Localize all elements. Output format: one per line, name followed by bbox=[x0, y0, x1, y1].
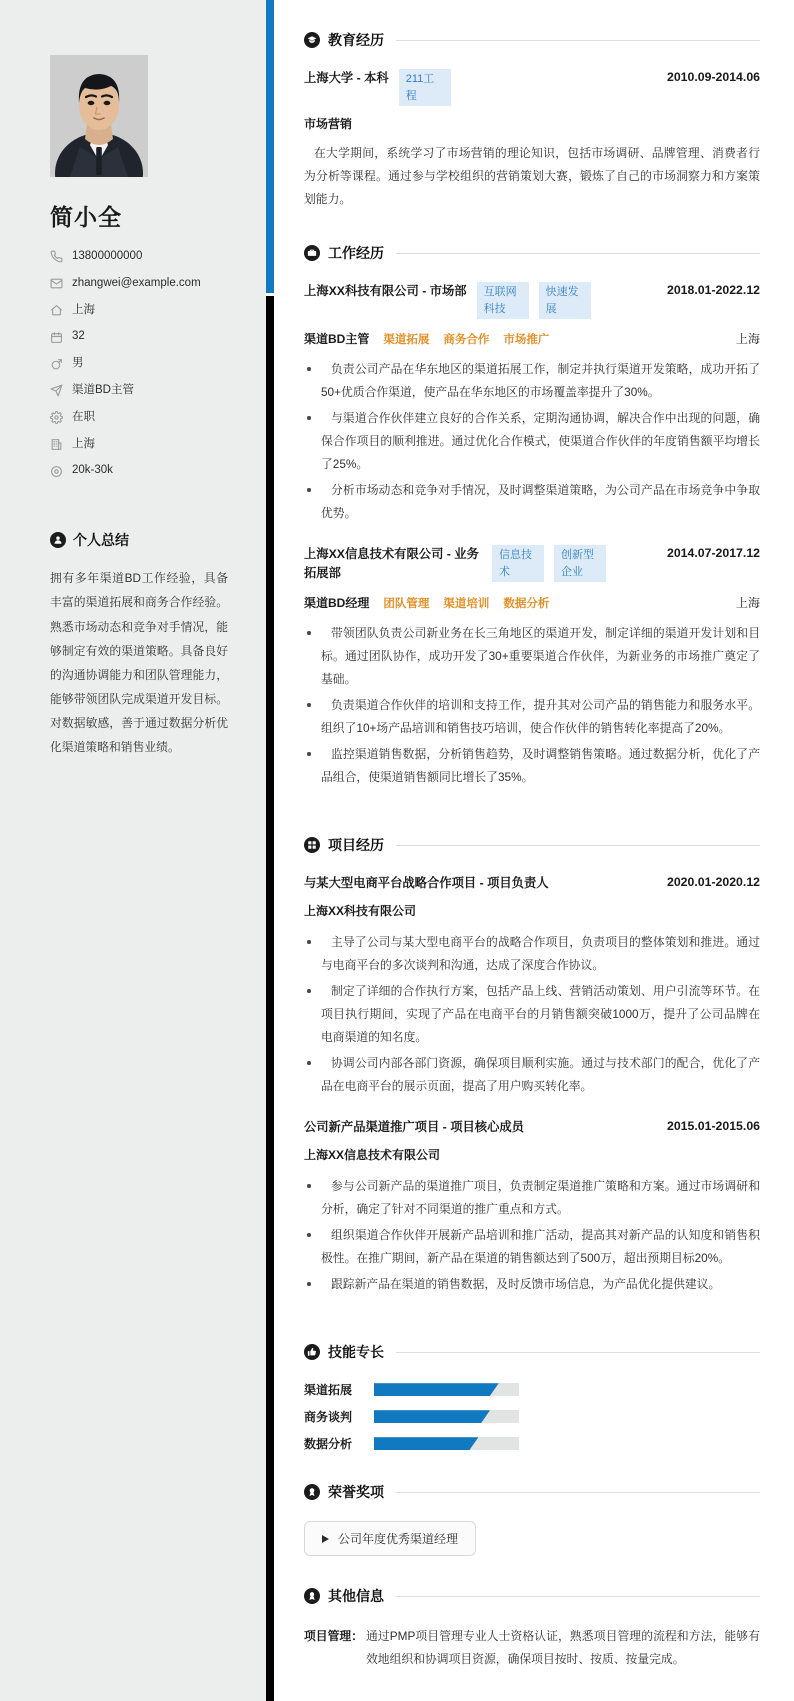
project-name: 与某大型电商平台战略合作项目 - 项目负责人 bbox=[304, 876, 549, 891]
avatar-photo bbox=[50, 55, 148, 177]
contact-position bbox=[50, 384, 238, 398]
play-triangle-icon bbox=[322, 1535, 329, 1543]
other-info-text: 通过PMP项目管理专业人士资格认证，熟悉项目管理的流程和方法，能够有效地组织和协调项目资源，确保项目按时、按质、按量完成。 bbox=[366, 1629, 760, 1667]
work-entry-left bbox=[304, 282, 657, 319]
work-skill-tag: 商务合作 bbox=[443, 333, 490, 346]
building-icon bbox=[50, 438, 63, 451]
skills-section bbox=[304, 1342, 760, 1452]
skill-progress-fill bbox=[374, 1437, 478, 1450]
envelope-icon bbox=[50, 277, 63, 290]
work-section-title: 工作经历 bbox=[328, 245, 384, 261]
contact-email-value: zhangwei@example.com bbox=[72, 276, 201, 289]
project-date: 2015.01-2015.06 bbox=[667, 1119, 760, 1134]
paper-plane-icon bbox=[50, 384, 63, 397]
other-info-section bbox=[304, 1586, 760, 1671]
skill-name: 渠道拓展 bbox=[304, 1383, 353, 1398]
project-bullet: 跟踪新产品在渠道的销售数据，及时反馈市场信息，为产品优化提供建议。 bbox=[304, 1273, 760, 1296]
work-date: 2018.01-2022.12 bbox=[667, 283, 760, 297]
briefcase-icon bbox=[304, 245, 320, 261]
info-icon bbox=[304, 1588, 320, 1604]
grid-icon bbox=[304, 837, 320, 853]
contact-gender-value: 男 bbox=[72, 357, 84, 370]
section-divider bbox=[396, 40, 760, 41]
skill-item bbox=[304, 1435, 519, 1452]
main-content bbox=[266, 0, 794, 1701]
contact-phone bbox=[50, 250, 238, 264]
work-role: 渠道BD主管 bbox=[304, 332, 370, 346]
project-bullet: 组织渠道合作伙伴开展新产品培训和推广活动，提高其对新产品的认知度和销售积极性。在推广期间，新产品在渠道的销售额达到了500万，超出预期目标20%。 bbox=[304, 1224, 760, 1270]
education-school: 上海大学 - 本科 bbox=[304, 71, 389, 85]
section-divider bbox=[396, 253, 760, 254]
work-skill-tag: 市场推广 bbox=[503, 333, 550, 346]
work-bullets bbox=[304, 622, 760, 789]
honor-item[interactable] bbox=[304, 1521, 476, 1556]
section-divider bbox=[396, 1596, 760, 1597]
skill-progress-fill bbox=[374, 1383, 499, 1396]
personal-summary-section bbox=[50, 530, 238, 759]
education-section-title: 教育经历 bbox=[328, 32, 384, 48]
honor-label: 公司年度优秀渠道经理 bbox=[338, 1532, 459, 1547]
work-bullet: 与渠道合作伙伴建立良好的合作关系，定期沟通协调，解决合作中出现的问题，确保合作项目的顺利推进。通过优化合作模式，使渠道合作伙伴的年度销售额平均增长了25%。 bbox=[304, 407, 760, 476]
contact-gender bbox=[50, 357, 238, 371]
user-icon bbox=[50, 532, 66, 548]
avatar bbox=[50, 55, 148, 177]
work-company: 上海XX信息技术有限公司 - 业务拓展部 bbox=[304, 547, 479, 581]
contact-salary-value: 20k-30k bbox=[72, 464, 113, 477]
work-location: 上海 bbox=[735, 332, 760, 346]
skill-item bbox=[304, 1408, 519, 1425]
contact-status bbox=[50, 411, 238, 425]
work-bullet: 带领团队负责公司新业务在长三角地区的渠道开发，制定详细的渠道开发计划和目标。通过团队协作，成功开发了30+重要渠道合作伙伴，为新业务的市场推广奠定了基础。 bbox=[304, 622, 760, 691]
honors-section-header bbox=[304, 1482, 760, 1502]
education-date: 2010.09-2014.06 bbox=[667, 70, 760, 84]
work-bullet: 监控渠道销售数据，分析销售趋势，及时调整销售策略。通过数据分析，优化了产品组合，使渠道销售额同比增长了35%。 bbox=[304, 743, 760, 789]
skill-progress-track bbox=[374, 1410, 519, 1423]
other-info-label: 项目管理： bbox=[304, 1629, 363, 1644]
work-role-left bbox=[304, 330, 549, 347]
graduation-cap-icon bbox=[304, 32, 320, 48]
work-tag: 快速发展 bbox=[539, 282, 591, 319]
contact-list bbox=[50, 250, 238, 478]
skill-progress-fill bbox=[374, 1410, 490, 1423]
projects-section-title: 项目经历 bbox=[328, 837, 384, 854]
work-role: 渠道BD经理 bbox=[304, 596, 370, 611]
work-section-header bbox=[304, 243, 760, 263]
accent-strip-black bbox=[266, 296, 274, 1701]
skill-name: 数据分析 bbox=[304, 1437, 353, 1452]
contact-email bbox=[50, 277, 238, 291]
work-entry-left bbox=[304, 545, 657, 583]
skill-item bbox=[304, 1381, 519, 1398]
section-divider bbox=[396, 845, 760, 846]
education-description: 在大学期间，系统学习了市场营销的理论知识，包括市场调研、品牌管理、消费者行为分析等课程。通过参与学校组织的营销策划大赛，锻炼了自己的市场洞察力和方案策划能力。 bbox=[304, 146, 760, 206]
education-entry-left bbox=[304, 69, 657, 106]
sidebar bbox=[0, 0, 266, 1701]
skills-grid bbox=[304, 1381, 760, 1452]
coin-icon bbox=[50, 465, 63, 478]
skill-progress-track bbox=[374, 1437, 519, 1450]
education-tag: 211工程 bbox=[399, 69, 451, 106]
work-bullet: 分析市场动态和竞争对手情况，及时调整渠道策略，为公司产品在市场竞争中争取优势。 bbox=[304, 479, 760, 525]
home-icon bbox=[50, 304, 63, 317]
work-skill-tag: 渠道拓展 bbox=[383, 333, 430, 346]
calendar-icon bbox=[50, 331, 63, 344]
project-date: 2020.01-2020.12 bbox=[667, 875, 760, 890]
project-name: 公司新产品渠道推广项目 - 项目核心成员 bbox=[304, 1120, 524, 1135]
accent-strip-blue bbox=[266, 0, 274, 293]
education-entry bbox=[304, 69, 760, 211]
work-role-row bbox=[304, 330, 760, 347]
honors-section bbox=[304, 1482, 760, 1556]
project-entry-header bbox=[304, 1118, 760, 1137]
work-entry-header bbox=[304, 545, 760, 583]
skills-section-header bbox=[304, 1342, 760, 1362]
gender-icon bbox=[50, 358, 63, 371]
contact-status-value: 在职 bbox=[72, 410, 95, 423]
honor-list bbox=[304, 1521, 760, 1556]
contact-age bbox=[50, 330, 238, 344]
work-section bbox=[304, 243, 760, 789]
project-bullet: 参与公司新产品的渠道推广项目，负责制定渠道推广策略和方案。通过市场调研和分析，确定了针对不同渠道的推广重点和方式。 bbox=[304, 1175, 760, 1221]
education-major: 市场营销 bbox=[304, 117, 353, 131]
project-company: 上海XX信息技术有限公司 bbox=[304, 1148, 441, 1163]
personal-summary-title: 个人总结 bbox=[73, 532, 129, 549]
project-entry bbox=[304, 874, 760, 1098]
personal-summary-text: 拥有多年渠道BD工作经验，具备丰富的渠道拓展和商务合作经验。熟悉市场动态和竞争对手情况，能够制定有效的渠道策略。具备良好的沟通协调能力和团队管理能力，能够带领团队完成渠道开发目标。对数据敏感，善于通过数据分析优化渠道策略和销售业绩。 bbox=[50, 571, 228, 755]
work-date: 2014.07-2017.12 bbox=[667, 546, 760, 560]
projects-section-header bbox=[304, 835, 760, 855]
project-bullets bbox=[304, 931, 760, 1098]
work-tag: 互联网科技 bbox=[477, 282, 529, 319]
contact-workplace-value: 上海 bbox=[72, 437, 95, 450]
contact-position-value: 渠道BD主管 bbox=[72, 383, 134, 396]
education-entry-header bbox=[304, 69, 760, 106]
gear-icon bbox=[50, 411, 63, 424]
work-role-row bbox=[304, 594, 760, 611]
project-company: 上海XX科技有限公司 bbox=[304, 904, 417, 919]
contact-age-value: 32 bbox=[72, 330, 85, 343]
contact-phone-value: 13800000000 bbox=[72, 250, 143, 262]
education-section bbox=[304, 30, 760, 211]
skill-name: 商务谈判 bbox=[304, 1410, 353, 1425]
work-entry bbox=[304, 282, 760, 525]
award-icon bbox=[304, 1484, 320, 1500]
personal-summary-header bbox=[50, 530, 238, 550]
project-bullet: 协调公司内部各部门资源，确保项目顺利实施。通过与技术部门的配合，优化了产品在电商平台的展示页面，提高了用户购买转化率。 bbox=[304, 1052, 760, 1098]
person-name: 简小全 bbox=[50, 204, 122, 230]
contact-city bbox=[50, 304, 238, 318]
honors-section-title: 荣誉奖项 bbox=[328, 1484, 384, 1501]
other-info-section-header bbox=[304, 1586, 760, 1606]
project-entry bbox=[304, 1118, 760, 1296]
work-tag: 创新型企业 bbox=[554, 545, 606, 582]
work-location: 上海 bbox=[735, 596, 760, 611]
other-info-item bbox=[304, 1625, 760, 1671]
contact-city-value: 上海 bbox=[72, 303, 95, 316]
work-entry-header bbox=[304, 282, 760, 319]
work-bullet: 负责渠道合作伙伴的培训和支持工作，提升其对公司产品的销售能力和服务水平。组织了10+场产品培训和销售技巧培训，使合作伙伴的销售转化率提高了20%。 bbox=[304, 694, 760, 740]
work-role-left bbox=[304, 594, 549, 611]
skill-progress-track bbox=[374, 1383, 519, 1396]
work-skill-tag: 团队管理 bbox=[383, 597, 430, 610]
section-divider bbox=[396, 1352, 760, 1353]
other-info-section-title: 其他信息 bbox=[328, 1588, 384, 1605]
work-skill-tag: 数据分析 bbox=[503, 597, 550, 610]
work-bullet: 负责公司产品在华东地区的渠道拓展工作，制定并执行渠道开发策略，成功开拓了50+优质合作渠道，使产品在华东地区的市场覆盖率提升了30%。 bbox=[304, 358, 760, 404]
work-tag: 信息技术 bbox=[492, 545, 544, 582]
work-skill-tag: 渠道培训 bbox=[443, 597, 490, 610]
projects-section bbox=[304, 835, 760, 1296]
project-bullets bbox=[304, 1175, 760, 1296]
contact-workplace bbox=[50, 438, 238, 452]
work-company: 上海XX科技有限公司 - 市场部 bbox=[304, 284, 467, 298]
work-entry bbox=[304, 545, 760, 789]
section-divider bbox=[396, 1492, 760, 1493]
phone-icon bbox=[50, 250, 63, 263]
education-section-header bbox=[304, 30, 760, 50]
project-bullet: 制定了详细的合作执行方案，包括产品上线、营销活动策划、用户引流等环节。在项目执行期间，实现了产品在电商平台的月销售额突破1000万，提升了公司品牌在电商渠道的知名度。 bbox=[304, 980, 760, 1049]
thumbs-up-icon bbox=[304, 1344, 320, 1360]
project-bullet: 主导了公司与某大型电商平台的战略合作项目，负责项目的整体策划和推进。通过与电商平台的多次谈判和沟通，达成了深度合作协议。 bbox=[304, 931, 760, 977]
contact-salary bbox=[50, 464, 238, 478]
work-bullets bbox=[304, 358, 760, 525]
project-entry-header bbox=[304, 874, 760, 893]
skills-section-title: 技能专长 bbox=[328, 1344, 384, 1361]
